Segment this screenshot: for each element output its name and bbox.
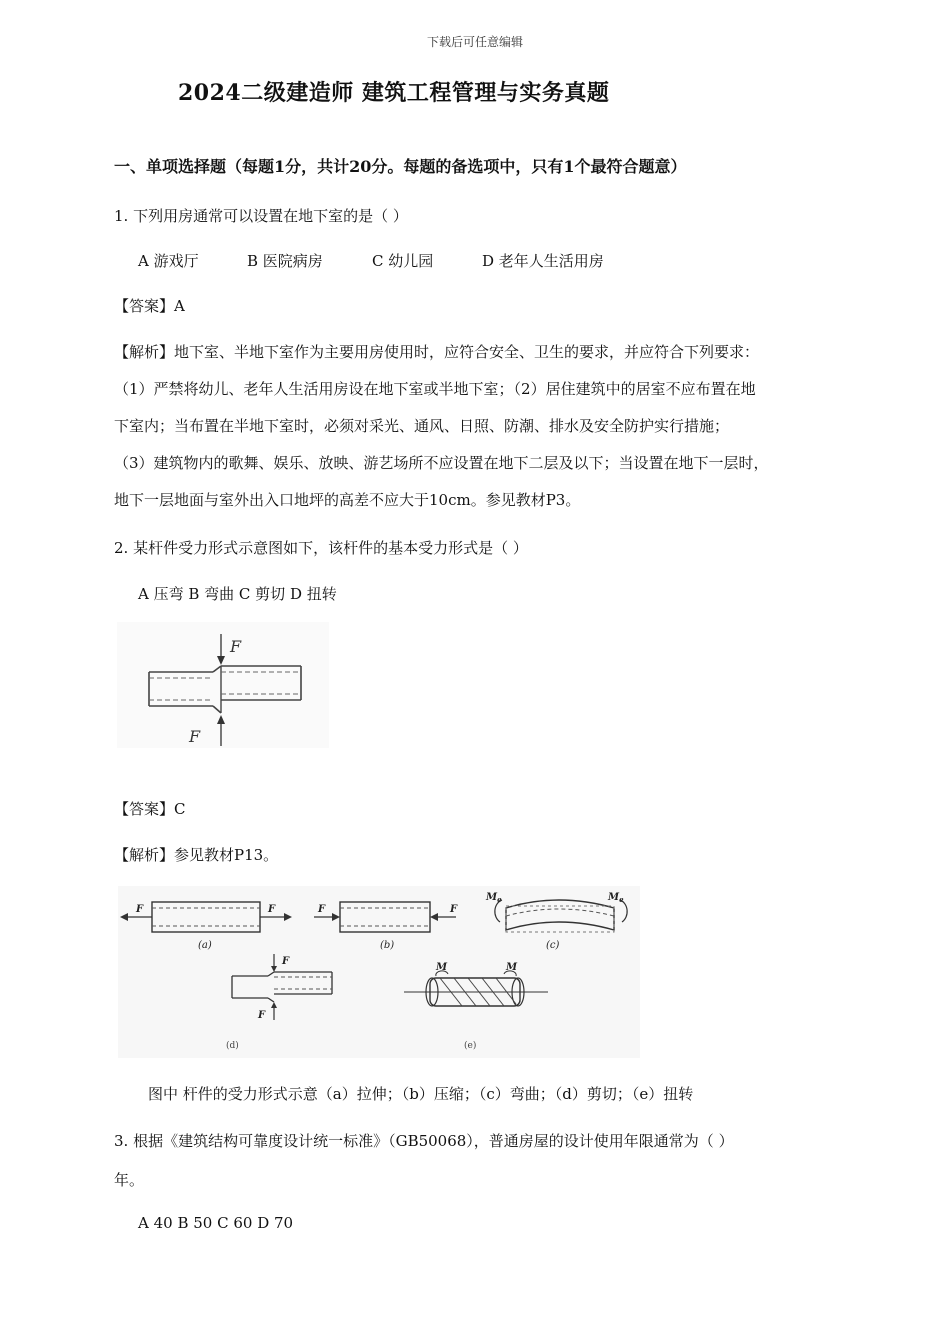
label-a: (a)	[198, 940, 212, 951]
section-heading: 一、单项选择题（每题1分，共计20分。每题的备选项中，只有1个最符合题意）	[114, 157, 687, 176]
question-3-options: A 40 B 50 C 60 D 70	[138, 1214, 294, 1232]
load-types-figure	[118, 886, 640, 1058]
explanation-line: 下室内；当布置在半地下室时，必须对采光、通风、日照、防潮、排水及安全防护实行措施；	[114, 417, 730, 435]
label-e: (e)	[464, 1041, 477, 1051]
explanation-line: 【解析】地下室、半地下室作为主要用房使用时，应符合安全、卫生的要求，并应符合下列要求：	[114, 343, 760, 361]
label-e-subscript: e	[619, 895, 624, 904]
explanation-line: （3）建筑物内的歌舞、娱乐、放映、游艺场所不应设置在地下二层及以下；当设置在地下一层时，	[114, 454, 769, 472]
question-2-options: A 压弯 B 弯曲 C 剪切 D 扭转	[138, 585, 337, 603]
label-c: (c)	[546, 940, 560, 951]
force-label-top: F	[230, 637, 242, 656]
explanation-line: 地下一层地面与室外出入口地坪的高差不应大于10cm。参见教材P3。	[114, 491, 581, 509]
document-title: 2024二级建造师 建筑工程管理与实务真题	[178, 80, 610, 106]
question-1-answer: 【答案】A	[114, 297, 185, 315]
label-e-subscript: e	[497, 895, 502, 904]
question-1-option-b: B 医院病房	[247, 252, 323, 270]
explanation-line: （1）严禁将幼儿、老年人生活用房设在地下室或半地下室；（2）居住建筑中的居室不应布置在地	[114, 380, 756, 398]
question-3-stem: 3. 根据《建筑结构可靠度设计统一标准》（GB50068），普通房屋的设计使用年限通常为（ ）	[114, 1132, 734, 1150]
question-1-option-a: A 游戏厅	[138, 252, 199, 270]
question-2-explanation: 【解析】参见教材P13。	[114, 846, 279, 864]
label-f: F	[318, 904, 326, 915]
label-f: F	[136, 904, 144, 915]
question-2-stem: 2. 某杆件受力形式示意图如下，该杆件的基本受力形式是（ ）	[114, 539, 528, 557]
label-f: F	[450, 904, 458, 915]
label-f: F	[282, 956, 290, 967]
question-1-option-c: C 幼儿园	[372, 252, 434, 270]
label-d: (d)	[226, 1041, 239, 1051]
figure-caption: 图中 杆件的受力形式示意（a）拉伸；（b）压缩；（c）弯曲；（d）剪切；（e）扭转	[148, 1085, 694, 1103]
question-3-stem-continued: 年。	[114, 1171, 145, 1189]
question-1-explanation	[114, 334, 850, 519]
question-2-answer: 【答案】C	[114, 800, 186, 818]
label-m: M	[486, 892, 498, 903]
question-1-stem: 1. 下列用房通常可以设置在地下室的是（ ）	[114, 207, 408, 225]
label-m: M	[506, 962, 518, 973]
label-f: F	[258, 1010, 266, 1021]
label-b: (b)	[380, 940, 395, 951]
shear-figure	[117, 622, 329, 748]
question-1-option-d: D 老年人生活用房	[482, 252, 604, 270]
page-header-note: 下载后可任意编辑	[426, 35, 523, 49]
label-m: M	[436, 962, 448, 973]
force-label-bottom: F	[189, 727, 201, 746]
label-f: F	[268, 904, 276, 915]
label-m: M	[608, 892, 620, 903]
